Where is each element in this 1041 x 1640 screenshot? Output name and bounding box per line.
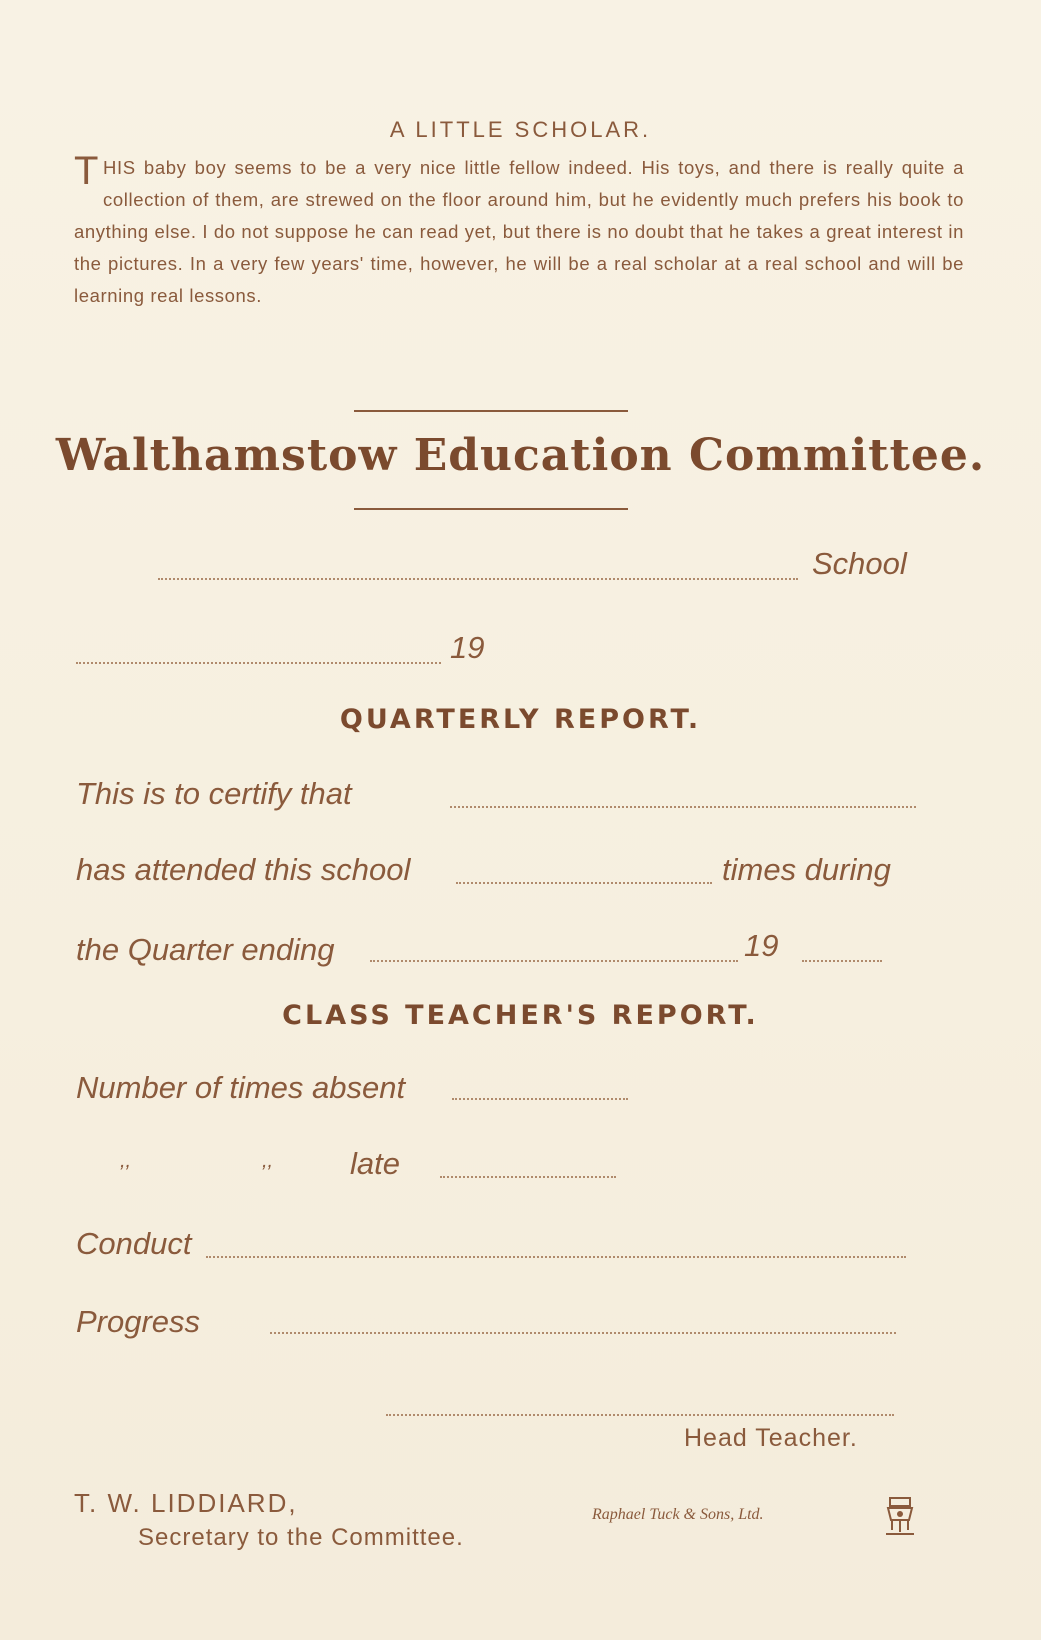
times-during-label: times during [722, 852, 891, 887]
attended-label: has attended this school [76, 852, 411, 887]
story-text [74, 149, 964, 312]
committee-heading: Walthamstow Education Committee. [55, 430, 986, 481]
secretary-role: Secretary to the Committee. [138, 1524, 464, 1551]
pupil-name-field[interactable] [450, 806, 916, 808]
school-name-field[interactable] [158, 578, 798, 580]
school-label: School [812, 546, 907, 581]
head-teacher-label: Head Teacher. [684, 1424, 858, 1452]
secretary-name: T. W. LIDDIARD, [74, 1488, 298, 1518]
ditto-mark-1: ,, [120, 1150, 132, 1172]
late-label: late [350, 1146, 400, 1181]
ditto-mark-2: ,, [262, 1150, 274, 1172]
absent-count-field[interactable] [452, 1098, 628, 1100]
quarter-year-label: 19 [744, 928, 779, 963]
story-dropcap: T [74, 149, 100, 193]
class-teacher-report-heading: CLASS TEACHER'S REPORT. [282, 1000, 759, 1031]
progress-label: Progress [76, 1304, 201, 1339]
attendance-count-field[interactable] [456, 882, 712, 884]
story-body: HIS baby boy seems to be a very nice little fellow indeed. His toys, and there is really quite a collection of them, are strewed on the floor around him, but he evidently much prefers his book to anything else. I do not suppose he can read yet, but there is no doubt that he takes a great interest in the pictures. In a very few years' time, however, he will be a real scholar at a real school and will be learning real lessons. [74, 157, 964, 306]
quarter-ending-field[interactable] [370, 960, 738, 962]
conduct-field[interactable] [206, 1256, 906, 1258]
publisher-imprint: Raphael Tuck & Sons, Ltd. [592, 1506, 764, 1523]
publisher-emblem-icon [882, 1492, 918, 1540]
year-label: 19 [450, 630, 485, 665]
date-field[interactable] [76, 662, 441, 664]
head-teacher-signature-field[interactable] [386, 1414, 894, 1416]
quarterly-report-heading: QUARTERLY REPORT. [339, 704, 702, 735]
late-count-field[interactable] [440, 1176, 616, 1178]
certify-label: This is to certify that [76, 776, 352, 811]
conduct-label: Conduct [76, 1226, 192, 1261]
bottom-rule [354, 508, 628, 510]
quarter-ending-label: the Quarter ending [76, 932, 335, 967]
quarter-year-field[interactable] [802, 960, 882, 962]
top-rule [354, 410, 628, 412]
progress-field[interactable] [270, 1332, 896, 1334]
absent-label: Number of times absent [76, 1070, 406, 1105]
story-title: A LITTLE SCHOLAR. [389, 117, 652, 142]
